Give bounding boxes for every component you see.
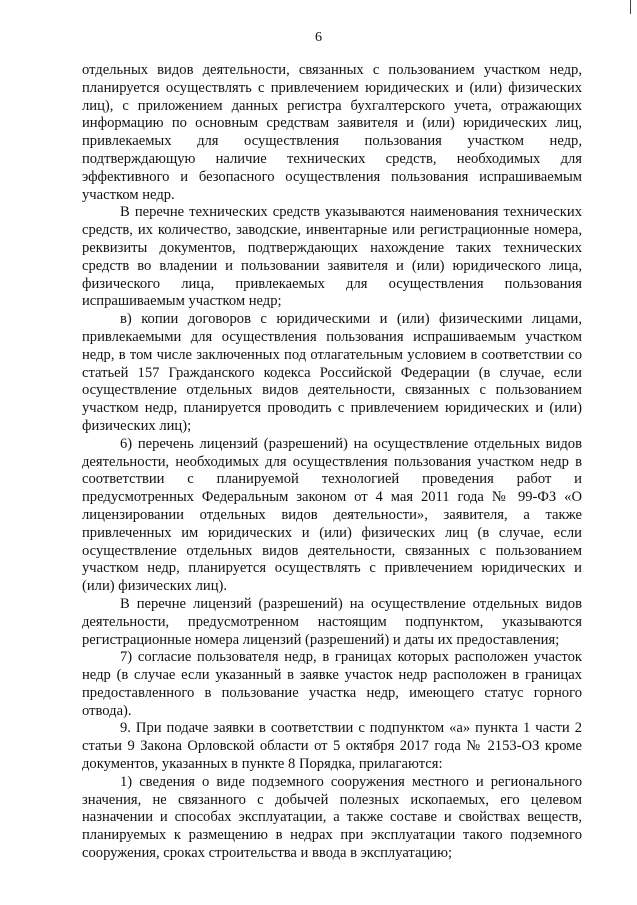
paragraph: 7) согласие пользователя недр, в границах которых расположен участок недр (в случае если указанный в заявке участок недр расположен в границах предоставленного в пользование участка недр, имеющего статус горного отвода). [82, 649, 582, 719]
paragraph: отдельных видов деятельности, связанных с пользованием участком недр, планируется осуществлять с привлечением юридических и (или) физических лиц), с приложением данных регистра бухгалтерского учета, отражающих информацию по основным средствам заявителя и (или) юридических лиц, привлекаемых для осуществления пользования участком недр, подтверждающую наличие технических средств, необходимых для эффективного и безопасного осуществления пользования испрашиваемым участком недр. [82, 62, 582, 203]
paragraph: в) копии договоров с юридическими и (или) физическими лицами, привлекаемыми для осуществления пользования испрашиваемым участком недр, в том числе заключенных под отлагательным условием в соответствии со статьей 157 Гражданского кодекса Российской Федерации (в случае, если осуществление отдельных видов деятельности, связанных с пользованием участком недр, планируется проводить с привлечением юридических и (или) физических лиц); [82, 311, 582, 434]
document-body [82, 62, 582, 863]
paragraph: 9. При подаче заявки в соответствии с подпунктом «а» пункта 1 части 2 статьи 9 Закона Орловской области от 5 октября 2017 года № 2153-ОЗ кроме документов, указанных в пункте 8 Порядка, прилагаются: [82, 720, 582, 773]
paragraph: 6) перечень лицензий (разрешений) на осуществление отдельных видов деятельности, необходимых для осуществления пользования участком недр в соответствии с планируемой технологией проведения работ и предусмотренных Федеральным законом от 4 мая 2011 года № 99-ФЗ «О лицензировании отдельных видов деятельности», заявителя, а также привлеченных им юридических и (или) физических лиц (в случае, если осуществление отдельных видов деятельности, связанных с пользованием участком недр, планируется осуществлять с привлечением юридических и (или) физических лиц). [82, 435, 582, 595]
page-number: 6 [315, 30, 322, 45]
paragraph: 1) сведения о виде подземного сооружения местного и регионального значения, не связанного с добычей полезных ископаемых, его целевом назначении и способах эксплуатации, а также составе и свойствах веществ, планируемых к размещению в недрах при эксплуатации такого подземного сооружения, сроках строительства и ввода в эксплуатацию; [82, 773, 582, 862]
paragraph: В перечне технических средств указываются наименования технических средств, их количество, заводские, инвентарные или регистрационные номера, реквизиты документов, подтверждающих нахождение таких технических средств во владении и пользовании заявителя и (или) юридического лица, физического лица, привлекаемых для осуществления пользования испрашиваемым участком недр; [82, 204, 582, 310]
paragraph: В перечне лицензий (разрешений) на осуществление отдельных видов деятельности, предусмотренном настоящим подпунктом, указываются регистрационные номера лицензий (разрешений) и даты их предоставления; [82, 595, 582, 648]
scan-edge-mark [630, 0, 631, 14]
